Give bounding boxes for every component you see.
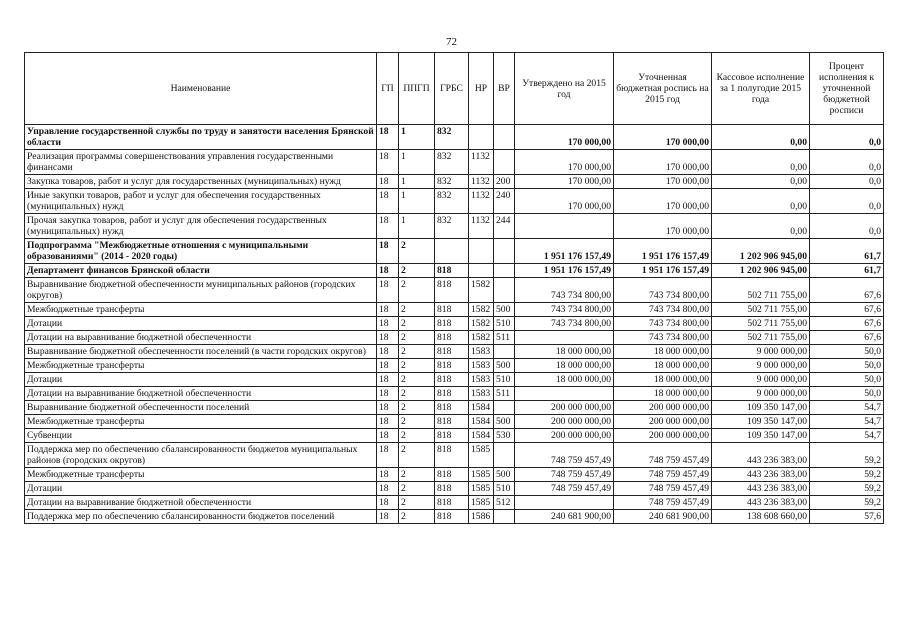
table-row bbox=[25, 429, 884, 443]
cash-execution-cell: 0,00 bbox=[712, 150, 810, 175]
grbs-cell: 818 bbox=[435, 429, 469, 443]
ppgp-cell: 2 bbox=[399, 331, 435, 345]
gp-cell: 18 bbox=[377, 189, 399, 214]
percent-cell: 61,7 bbox=[810, 239, 884, 264]
refined-cell: 200 000 000,00 bbox=[614, 401, 712, 415]
table-header-row bbox=[25, 53, 884, 125]
cash-execution-cell: 109 350 147,00 bbox=[712, 401, 810, 415]
table-row bbox=[25, 415, 884, 429]
nr-cell: 1583 bbox=[469, 387, 494, 401]
refined-cell: 743 734 800,00 bbox=[614, 303, 712, 317]
cash-execution-cell: 9 000 000,00 bbox=[712, 387, 810, 401]
gp-cell: 18 bbox=[377, 175, 399, 189]
name-cell: Дотации bbox=[25, 373, 377, 387]
ppgp-cell: 2 bbox=[399, 317, 435, 331]
nr-cell bbox=[469, 264, 494, 278]
table-row bbox=[25, 175, 884, 189]
percent-cell: 0,0 bbox=[810, 150, 884, 175]
approved-cell: 748 759 457,49 bbox=[515, 482, 614, 496]
table-row bbox=[25, 150, 884, 175]
grbs-cell: 818 bbox=[435, 373, 469, 387]
vr-cell: 200 bbox=[494, 175, 515, 189]
gp-cell: 18 bbox=[377, 331, 399, 345]
percent-cell: 54,7 bbox=[810, 401, 884, 415]
ppgp-cell: 2 bbox=[399, 373, 435, 387]
gp-cell: 18 bbox=[377, 278, 399, 303]
nr-cell bbox=[469, 239, 494, 264]
refined-cell: 200 000 000,00 bbox=[614, 429, 712, 443]
grbs-cell: 818 bbox=[435, 387, 469, 401]
cash-execution-cell: 9 000 000,00 bbox=[712, 345, 810, 359]
cash-execution-cell: 1 202 906 945,00 bbox=[712, 264, 810, 278]
percent-cell: 59,2 bbox=[810, 443, 884, 468]
refined-cell: 170 000,00 bbox=[614, 214, 712, 239]
ppgp-cell: 2 bbox=[399, 278, 435, 303]
gp-cell: 18 bbox=[377, 387, 399, 401]
nr-cell: 1584 bbox=[469, 401, 494, 415]
table-row bbox=[25, 359, 884, 373]
table-row bbox=[25, 482, 884, 496]
table-row bbox=[25, 510, 884, 524]
header-approved: Утверждено на 2015 год bbox=[515, 53, 614, 125]
table-row bbox=[25, 443, 884, 468]
page-number: 72 bbox=[446, 36, 457, 48]
name-cell: Закупка товаров, работ и услуг для государственных (муниципальных) нужд bbox=[25, 175, 377, 189]
table-row bbox=[25, 317, 884, 331]
cash-execution-cell: 443 236 383,00 bbox=[712, 443, 810, 468]
refined-cell: 170 000,00 bbox=[614, 175, 712, 189]
gp-cell: 18 bbox=[377, 359, 399, 373]
cash-execution-cell: 0,00 bbox=[712, 214, 810, 239]
refined-cell: 748 759 457,49 bbox=[614, 496, 712, 510]
approved-cell: 1 951 176 157,49 bbox=[515, 264, 614, 278]
grbs-cell: 818 bbox=[435, 415, 469, 429]
header-nr: НР bbox=[469, 53, 494, 125]
grbs-cell: 818 bbox=[435, 359, 469, 373]
approved-cell: 240 681 900,00 bbox=[515, 510, 614, 524]
vr-cell: 510 bbox=[494, 482, 515, 496]
vr-cell: 510 bbox=[494, 317, 515, 331]
table-row bbox=[25, 214, 884, 239]
cash-execution-cell: 109 350 147,00 bbox=[712, 429, 810, 443]
vr-cell bbox=[494, 125, 515, 150]
header-cash-execution: Кассовое исполнение за 1 полугодие 2015 года bbox=[712, 53, 810, 125]
approved-cell: 170 000,00 bbox=[515, 150, 614, 175]
refined-cell: 748 759 457,49 bbox=[614, 443, 712, 468]
percent-cell: 57,6 bbox=[810, 510, 884, 524]
ppgp-cell: 2 bbox=[399, 443, 435, 468]
gp-cell: 18 bbox=[377, 303, 399, 317]
vr-cell: 240 bbox=[494, 189, 515, 214]
grbs-cell: 818 bbox=[435, 401, 469, 415]
vr-cell: 500 bbox=[494, 303, 515, 317]
refined-cell: 18 000 000,00 bbox=[614, 387, 712, 401]
name-cell: Выравнивание бюджетной обеспеченности поселений bbox=[25, 401, 377, 415]
grbs-cell: 818 bbox=[435, 278, 469, 303]
approved-cell: 170 000,00 bbox=[515, 189, 614, 214]
percent-cell: 59,2 bbox=[810, 496, 884, 510]
ppgp-cell: 2 bbox=[399, 387, 435, 401]
gp-cell: 18 bbox=[377, 264, 399, 278]
grbs-cell: 818 bbox=[435, 510, 469, 524]
vr-cell: 512 bbox=[494, 496, 515, 510]
ppgp-cell: 2 bbox=[399, 303, 435, 317]
grbs-cell: 818 bbox=[435, 345, 469, 359]
grbs-cell: 818 bbox=[435, 317, 469, 331]
refined-cell: 743 734 800,00 bbox=[614, 278, 712, 303]
percent-cell: 61,7 bbox=[810, 264, 884, 278]
ppgp-cell: 1 bbox=[399, 175, 435, 189]
name-cell: Межбюджетные трансферты bbox=[25, 415, 377, 429]
grbs-cell bbox=[435, 239, 469, 264]
cash-execution-cell: 502 711 755,00 bbox=[712, 317, 810, 331]
grbs-cell: 818 bbox=[435, 443, 469, 468]
name-cell: Межбюджетные трансферты bbox=[25, 468, 377, 482]
ppgp-cell: 1 bbox=[399, 125, 435, 150]
nr-cell: 1582 bbox=[469, 303, 494, 317]
percent-cell: 50,0 bbox=[810, 387, 884, 401]
grbs-cell: 818 bbox=[435, 303, 469, 317]
percent-cell: 50,0 bbox=[810, 345, 884, 359]
percent-cell: 59,2 bbox=[810, 482, 884, 496]
table-row bbox=[25, 189, 884, 214]
percent-cell: 54,7 bbox=[810, 415, 884, 429]
header-grbs: ГРБС bbox=[435, 53, 469, 125]
grbs-cell: 832 bbox=[435, 189, 469, 214]
name-cell: Иные закупки товаров, работ и услуг для обеспечения государственных (муниципальных) нужд bbox=[25, 189, 377, 214]
approved-cell bbox=[515, 214, 614, 239]
percent-cell: 50,0 bbox=[810, 373, 884, 387]
name-cell: Выравнивание бюджетной обеспеченности муниципальных районов (городских округов) bbox=[25, 278, 377, 303]
ppgp-cell: 1 bbox=[399, 150, 435, 175]
vr-cell bbox=[494, 443, 515, 468]
header-vr: ВР bbox=[494, 53, 515, 125]
refined-cell: 1 951 176 157,49 bbox=[614, 239, 712, 264]
gp-cell: 18 bbox=[377, 429, 399, 443]
grbs-cell: 818 bbox=[435, 331, 469, 345]
vr-cell: 500 bbox=[494, 415, 515, 429]
approved-cell bbox=[515, 387, 614, 401]
header-gp: ГП bbox=[377, 53, 399, 125]
nr-cell: 1582 bbox=[469, 331, 494, 345]
refined-cell: 748 759 457,49 bbox=[614, 468, 712, 482]
nr-cell: 1585 bbox=[469, 468, 494, 482]
name-cell: Департамент финансов Брянской области bbox=[25, 264, 377, 278]
table-body bbox=[25, 125, 884, 524]
header-refined: Уточненная бюджетная роспись на 2015 год bbox=[614, 53, 712, 125]
percent-cell: 67,6 bbox=[810, 278, 884, 303]
ppgp-cell: 2 bbox=[399, 359, 435, 373]
approved-cell bbox=[515, 496, 614, 510]
name-cell: Выравнивание бюджетной обеспеченности поселений (в части городских округов) bbox=[25, 345, 377, 359]
grbs-cell: 818 bbox=[435, 482, 469, 496]
name-cell: Поддержка мер по обеспечению сбалансированности бюджетов поселений bbox=[25, 510, 377, 524]
cash-execution-cell: 443 236 383,00 bbox=[712, 468, 810, 482]
approved-cell: 18 000 000,00 bbox=[515, 359, 614, 373]
table-row bbox=[25, 345, 884, 359]
gp-cell: 18 bbox=[377, 482, 399, 496]
vr-cell: 244 bbox=[494, 214, 515, 239]
name-cell: Реализация программы совершенствования управления государственными финансами bbox=[25, 150, 377, 175]
gp-cell: 18 bbox=[377, 125, 399, 150]
vr-cell: 500 bbox=[494, 359, 515, 373]
gp-cell: 18 bbox=[377, 373, 399, 387]
ppgp-cell: 2 bbox=[399, 239, 435, 264]
approved-cell: 743 734 800,00 bbox=[515, 317, 614, 331]
percent-cell: 67,6 bbox=[810, 331, 884, 345]
grbs-cell: 832 bbox=[435, 150, 469, 175]
vr-cell bbox=[494, 345, 515, 359]
cash-execution-cell: 9 000 000,00 bbox=[712, 373, 810, 387]
approved-cell: 18 000 000,00 bbox=[515, 373, 614, 387]
table-row bbox=[25, 401, 884, 415]
cash-execution-cell: 502 711 755,00 bbox=[712, 303, 810, 317]
table-row bbox=[25, 264, 884, 278]
approved-cell: 170 000,00 bbox=[515, 125, 614, 150]
ppgp-cell: 2 bbox=[399, 264, 435, 278]
ppgp-cell: 2 bbox=[399, 429, 435, 443]
refined-cell: 240 681 900,00 bbox=[614, 510, 712, 524]
percent-cell: 50,0 bbox=[810, 359, 884, 373]
table-row bbox=[25, 331, 884, 345]
percent-cell: 0,0 bbox=[810, 125, 884, 150]
cash-execution-cell: 0,00 bbox=[712, 125, 810, 150]
approved-cell: 200 000 000,00 bbox=[515, 429, 614, 443]
name-cell: Прочая закупка товаров, работ и услуг для обеспечения государственных (муниципальных) нужд bbox=[25, 214, 377, 239]
name-cell: Дотации на выравнивание бюджетной обеспеченности bbox=[25, 496, 377, 510]
percent-cell: 59,2 bbox=[810, 468, 884, 482]
nr-cell: 1586 bbox=[469, 510, 494, 524]
vr-cell: 511 bbox=[494, 331, 515, 345]
refined-cell: 743 734 800,00 bbox=[614, 331, 712, 345]
table-row bbox=[25, 125, 884, 150]
nr-cell: 1585 bbox=[469, 443, 494, 468]
percent-cell: 0,0 bbox=[810, 189, 884, 214]
approved-cell: 18 000 000,00 bbox=[515, 345, 614, 359]
grbs-cell: 818 bbox=[435, 264, 469, 278]
nr-cell bbox=[469, 125, 494, 150]
vr-cell bbox=[494, 150, 515, 175]
grbs-cell: 818 bbox=[435, 468, 469, 482]
gp-cell: 18 bbox=[377, 317, 399, 331]
vr-cell: 510 bbox=[494, 373, 515, 387]
ppgp-cell: 2 bbox=[399, 482, 435, 496]
approved-cell: 748 759 457,49 bbox=[515, 443, 614, 468]
name-cell: Поддержка мер по обеспечению сбалансированности бюджетов муниципальных районов (городских округов) bbox=[25, 443, 377, 468]
approved-cell: 743 734 800,00 bbox=[515, 278, 614, 303]
cash-execution-cell: 0,00 bbox=[712, 189, 810, 214]
percent-cell: 0,0 bbox=[810, 175, 884, 189]
refined-cell: 170 000,00 bbox=[614, 150, 712, 175]
cash-execution-cell: 443 236 383,00 bbox=[712, 482, 810, 496]
refined-cell: 18 000 000,00 bbox=[614, 359, 712, 373]
vr-cell bbox=[494, 239, 515, 264]
nr-cell: 1132 bbox=[469, 189, 494, 214]
gp-cell: 18 bbox=[377, 345, 399, 359]
nr-cell: 1582 bbox=[469, 317, 494, 331]
refined-cell: 170 000,00 bbox=[614, 125, 712, 150]
nr-cell: 1585 bbox=[469, 496, 494, 510]
refined-cell: 200 000 000,00 bbox=[614, 415, 712, 429]
approved-cell: 748 759 457,49 bbox=[515, 468, 614, 482]
table-row bbox=[25, 278, 884, 303]
table-row bbox=[25, 387, 884, 401]
gp-cell: 18 bbox=[377, 468, 399, 482]
cash-execution-cell: 138 608 660,00 bbox=[712, 510, 810, 524]
ppgp-cell: 1 bbox=[399, 214, 435, 239]
approved-cell: 170 000,00 bbox=[515, 175, 614, 189]
nr-cell: 1585 bbox=[469, 482, 494, 496]
grbs-cell: 832 bbox=[435, 125, 469, 150]
budget-execution-table bbox=[24, 52, 884, 524]
name-cell: Дотации bbox=[25, 482, 377, 496]
vr-cell: 511 bbox=[494, 387, 515, 401]
cash-execution-cell: 1 202 906 945,00 bbox=[712, 239, 810, 264]
name-cell: Межбюджетные трансферты bbox=[25, 303, 377, 317]
gp-cell: 18 bbox=[377, 510, 399, 524]
ppgp-cell: 2 bbox=[399, 468, 435, 482]
gp-cell: 18 bbox=[377, 214, 399, 239]
refined-cell: 18 000 000,00 bbox=[614, 373, 712, 387]
ppgp-cell: 2 bbox=[399, 496, 435, 510]
table-row bbox=[25, 468, 884, 482]
gp-cell: 18 bbox=[377, 150, 399, 175]
gp-cell: 18 bbox=[377, 496, 399, 510]
approved-cell: 743 734 800,00 bbox=[515, 303, 614, 317]
refined-cell: 170 000,00 bbox=[614, 189, 712, 214]
nr-cell: 1582 bbox=[469, 278, 494, 303]
percent-cell: 0,0 bbox=[810, 214, 884, 239]
approved-cell bbox=[515, 331, 614, 345]
refined-cell: 1 951 176 157,49 bbox=[614, 264, 712, 278]
approved-cell: 200 000 000,00 bbox=[515, 401, 614, 415]
header-percent: Процент исполнения к уточненной бюджетной росписи bbox=[810, 53, 884, 125]
ppgp-cell: 2 bbox=[399, 345, 435, 359]
cash-execution-cell: 9 000 000,00 bbox=[712, 359, 810, 373]
header-name: Наименование bbox=[25, 53, 377, 125]
nr-cell: 1583 bbox=[469, 359, 494, 373]
nr-cell: 1583 bbox=[469, 345, 494, 359]
refined-cell: 748 759 457,49 bbox=[614, 482, 712, 496]
ppgp-cell: 2 bbox=[399, 401, 435, 415]
gp-cell: 18 bbox=[377, 239, 399, 264]
cash-execution-cell: 0,00 bbox=[712, 175, 810, 189]
percent-cell: 67,6 bbox=[810, 317, 884, 331]
refined-cell: 18 000 000,00 bbox=[614, 345, 712, 359]
percent-cell: 67,6 bbox=[810, 303, 884, 317]
name-cell: Дотации на выравнивание бюджетной обеспеченности bbox=[25, 331, 377, 345]
cash-execution-cell: 502 711 755,00 bbox=[712, 278, 810, 303]
name-cell: Межбюджетные трансферты bbox=[25, 359, 377, 373]
name-cell: Управление государственной службы по труду и занятости населения Брянской области bbox=[25, 125, 377, 150]
vr-cell bbox=[494, 401, 515, 415]
header-ppgp: ППГП bbox=[399, 53, 435, 125]
name-cell: Субвенции bbox=[25, 429, 377, 443]
grbs-cell: 832 bbox=[435, 214, 469, 239]
nr-cell: 1584 bbox=[469, 429, 494, 443]
name-cell: Дотации bbox=[25, 317, 377, 331]
approved-cell: 200 000 000,00 bbox=[515, 415, 614, 429]
cash-execution-cell: 443 236 383,00 bbox=[712, 496, 810, 510]
percent-cell: 54,7 bbox=[810, 429, 884, 443]
nr-cell: 1132 bbox=[469, 175, 494, 189]
table-row bbox=[25, 496, 884, 510]
nr-cell: 1132 bbox=[469, 214, 494, 239]
gp-cell: 18 bbox=[377, 443, 399, 468]
table-row bbox=[25, 373, 884, 387]
table-row bbox=[25, 239, 884, 264]
nr-cell: 1583 bbox=[469, 373, 494, 387]
name-cell: Подпрограмма "Межбюджетные отношения с муниципальными образованиями" (2014 - 2020 годы) bbox=[25, 239, 377, 264]
approved-cell: 1 951 176 157,49 bbox=[515, 239, 614, 264]
vr-cell bbox=[494, 264, 515, 278]
vr-cell: 530 bbox=[494, 429, 515, 443]
nr-cell: 1132 bbox=[469, 150, 494, 175]
ppgp-cell: 2 bbox=[399, 510, 435, 524]
grbs-cell: 818 bbox=[435, 496, 469, 510]
ppgp-cell: 2 bbox=[399, 415, 435, 429]
name-cell: Дотации на выравнивание бюджетной обеспеченности bbox=[25, 387, 377, 401]
vr-cell bbox=[494, 278, 515, 303]
gp-cell: 18 bbox=[377, 415, 399, 429]
cash-execution-cell: 502 711 755,00 bbox=[712, 331, 810, 345]
refined-cell: 743 734 800,00 bbox=[614, 317, 712, 331]
vr-cell bbox=[494, 510, 515, 524]
ppgp-cell: 1 bbox=[399, 189, 435, 214]
table-row bbox=[25, 303, 884, 317]
cash-execution-cell: 109 350 147,00 bbox=[712, 415, 810, 429]
nr-cell: 1584 bbox=[469, 415, 494, 429]
vr-cell: 500 bbox=[494, 468, 515, 482]
gp-cell: 18 bbox=[377, 401, 399, 415]
grbs-cell: 832 bbox=[435, 175, 469, 189]
